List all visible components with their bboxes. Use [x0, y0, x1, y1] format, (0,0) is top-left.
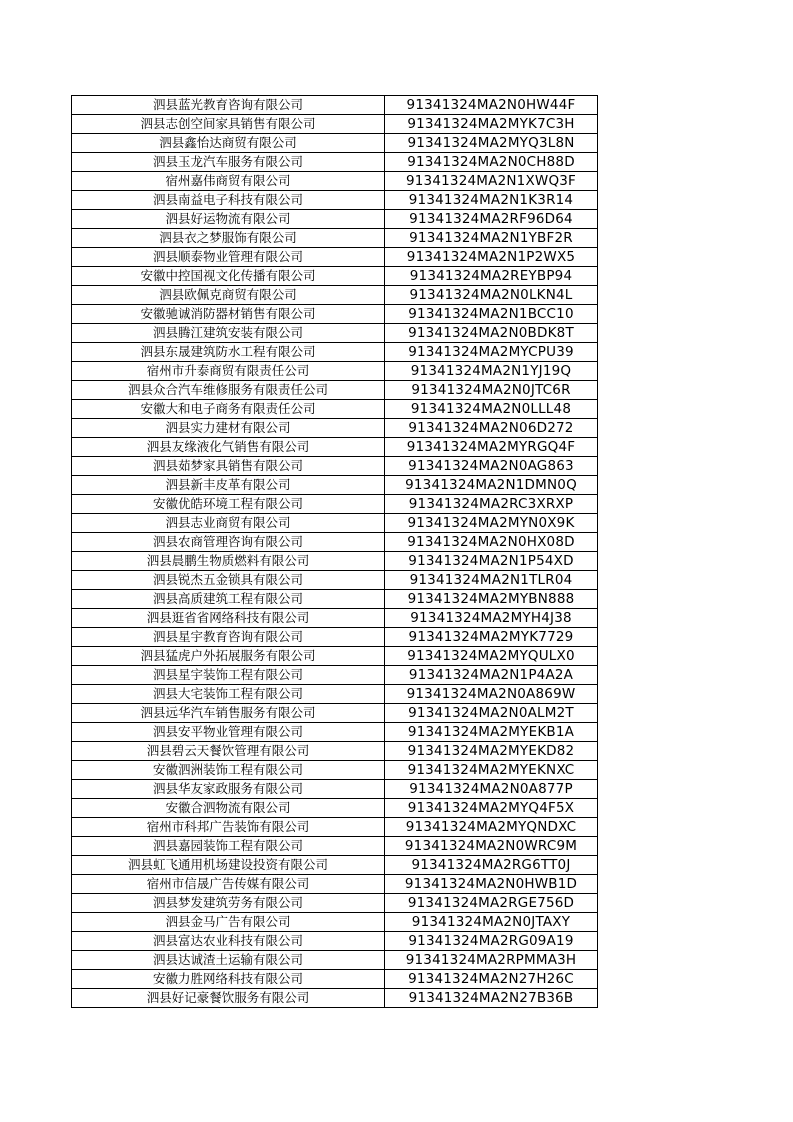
table-row: [72, 134, 598, 153]
company-name-cell: 安徽中控国视文化传播有限公司: [72, 267, 385, 286]
credit-code-cell: 91341324MA2MYK7729: [385, 628, 598, 647]
company-name-cell: 泗县友缘液化气销售有限公司: [72, 438, 385, 457]
table-row: [72, 495, 598, 514]
table-row: [72, 419, 598, 438]
table-row: [72, 723, 598, 742]
table-row: [72, 628, 598, 647]
table-row: [72, 229, 598, 248]
company-name-cell: 泗县农商管理咨询有限公司: [72, 533, 385, 552]
credit-code-cell: 91341324MA2RG09A19: [385, 932, 598, 951]
table-row: [72, 818, 598, 837]
company-name-cell: 宿州市信晟广告传媒有限公司: [72, 875, 385, 894]
credit-code-cell: 91341324MA2N0AG863: [385, 457, 598, 476]
credit-code-cell: 91341324MA2N0CH88D: [385, 153, 598, 172]
credit-code-cell: 91341324MA2N1DMN0Q: [385, 476, 598, 495]
table-row: [72, 761, 598, 780]
table-row: [72, 476, 598, 495]
company-name-cell: 泗县猛虎户外拓展服务有限公司: [72, 647, 385, 666]
table-row: [72, 989, 598, 1008]
table-row: [72, 856, 598, 875]
company-name-cell: 安徽力胜网络科技有限公司: [72, 970, 385, 989]
company-name-cell: 泗县众合汽车维修服务有限责任公司: [72, 381, 385, 400]
company-name-cell: 泗县蓝光教育咨询有限公司: [72, 96, 385, 115]
company-name-cell: 泗县玉龙汽车服务有限公司: [72, 153, 385, 172]
credit-code-cell: 91341324MA2N1YJ19Q: [385, 362, 598, 381]
credit-code-cell: 91341324MA2MYQ3L8N: [385, 134, 598, 153]
credit-code-cell: 91341324MA2MYQULX0: [385, 647, 598, 666]
table-body: [72, 96, 598, 1008]
table-row: [72, 837, 598, 856]
table-row: [72, 191, 598, 210]
credit-code-cell: 91341324MA2N1P54XD: [385, 552, 598, 571]
table-row: [72, 305, 598, 324]
table-row: [72, 932, 598, 951]
credit-code-cell: 91341324MA2N0HWB1D: [385, 875, 598, 894]
table-row: [72, 666, 598, 685]
credit-code-cell: 91341324MA2RPMMA3H: [385, 951, 598, 970]
company-name-cell: 泗县腾江建筑安装有限公司: [72, 324, 385, 343]
company-name-cell: 泗县嘉园装饰工程有限公司: [72, 837, 385, 856]
table-row: [72, 324, 598, 343]
credit-code-cell: 91341324MA2N1K3R14: [385, 191, 598, 210]
credit-code-cell: 91341324MA2N0JTAXY: [385, 913, 598, 932]
company-name-cell: 泗县高质建筑工程有限公司: [72, 590, 385, 609]
credit-code-cell: 91341324MA2N27B36B: [385, 989, 598, 1008]
table-row: [72, 571, 598, 590]
table-row: [72, 552, 598, 571]
table-row: [72, 685, 598, 704]
table-row: [72, 514, 598, 533]
table-row: [72, 913, 598, 932]
credit-code-cell: 91341324MA2N1XWQ3F: [385, 172, 598, 191]
company-name-cell: 泗县大宅装饰工程有限公司: [72, 685, 385, 704]
company-name-cell: 泗县安平物业管理有限公司: [72, 723, 385, 742]
table-row: [72, 780, 598, 799]
company-name-cell: 安徽泗洲装饰工程有限公司: [72, 761, 385, 780]
company-name-cell: 泗县星宇装饰工程有限公司: [72, 666, 385, 685]
table-row: [72, 970, 598, 989]
company-name-cell: 泗县鑫怡达商贸有限公司: [72, 134, 385, 153]
table-row: [72, 438, 598, 457]
table-row: [72, 799, 598, 818]
credit-code-cell: 91341324MA2N06D272: [385, 419, 598, 438]
credit-code-cell: 91341324MA2RG6TT0J: [385, 856, 598, 875]
company-name-cell: 泗县东晟建筑防水工程有限公司: [72, 343, 385, 362]
table-row: [72, 742, 598, 761]
company-name-cell: 安徽大和电子商务有限责任公司: [72, 400, 385, 419]
credit-code-cell: 91341324MA2N0LLL48: [385, 400, 598, 419]
table-row: [72, 875, 598, 894]
company-name-cell: 泗县新丰皮革有限公司: [72, 476, 385, 495]
credit-code-cell: 91341324MA2N0A869W: [385, 685, 598, 704]
company-name-cell: 泗县碧云天餐饮管理有限公司: [72, 742, 385, 761]
company-name-cell: 安徽合泗物流有限公司: [72, 799, 385, 818]
company-name-cell: 泗县逛省省网络科技有限公司: [72, 609, 385, 628]
company-name-cell: 宿州嘉伟商贸有限公司: [72, 172, 385, 191]
company-name-cell: 泗县远华汽车销售服务有限公司: [72, 704, 385, 723]
credit-code-cell: 91341324MA2N0LKN4L: [385, 286, 598, 305]
credit-code-cell: 91341324MA2RGE756D: [385, 894, 598, 913]
credit-code-cell: 91341324MA2N0BDK8T: [385, 324, 598, 343]
table-row: [72, 400, 598, 419]
credit-code-cell: 91341324MA2MYBN888: [385, 590, 598, 609]
company-name-cell: 泗县梦发建筑劳务有限公司: [72, 894, 385, 913]
credit-code-cell: 91341324MA2RC3XRXP: [385, 495, 598, 514]
credit-code-cell: 91341324MA2N1P4A2A: [385, 666, 598, 685]
company-registry-table: [71, 95, 598, 1008]
company-name-cell: 泗县欧佩克商贸有限公司: [72, 286, 385, 305]
credit-code-cell: 91341324MA2MYEKB1A: [385, 723, 598, 742]
company-name-cell: 泗县华友家政服务有限公司: [72, 780, 385, 799]
company-name-cell: 泗县达诚渣土运输有限公司: [72, 951, 385, 970]
table-row: [72, 153, 598, 172]
table-row: [72, 457, 598, 476]
credit-code-cell: 91341324MA2MYEKNXC: [385, 761, 598, 780]
credit-code-cell: 91341324MA2N0WRC9M: [385, 837, 598, 856]
company-name-cell: 泗县茹梦家具销售有限公司: [72, 457, 385, 476]
company-name-cell: 泗县星宇教育咨询有限公司: [72, 628, 385, 647]
company-name-cell: 泗县好记豪餐饮服务有限公司: [72, 989, 385, 1008]
credit-code-cell: 91341324MA2REYBP94: [385, 267, 598, 286]
table-row: [72, 362, 598, 381]
table-row: [72, 533, 598, 552]
credit-code-cell: 91341324MA2N1YBF2R: [385, 229, 598, 248]
credit-code-cell: 91341324MA2MYEKD82: [385, 742, 598, 761]
table-row: [72, 704, 598, 723]
company-name-cell: 泗县志创空间家具销售有限公司: [72, 115, 385, 134]
credit-code-cell: 91341324MA2MYQNDXC: [385, 818, 598, 837]
table-row: [72, 267, 598, 286]
credit-code-cell: 91341324MA2MYH4J38: [385, 609, 598, 628]
credit-code-cell: 91341324MA2N0HW44F: [385, 96, 598, 115]
credit-code-cell: 91341324MA2MYCPU39: [385, 343, 598, 362]
table-row: [72, 951, 598, 970]
company-name-cell: 宿州市科邦广告装饰有限公司: [72, 818, 385, 837]
credit-code-cell: 91341324MA2N0HX08D: [385, 533, 598, 552]
table-row: [72, 248, 598, 267]
company-name-cell: 泗县实力建材有限公司: [72, 419, 385, 438]
table-row: [72, 609, 598, 628]
table-row: [72, 343, 598, 362]
credit-code-cell: 91341324MA2MYK7C3H: [385, 115, 598, 134]
table-row: [72, 115, 598, 134]
table-row: [72, 96, 598, 115]
credit-code-cell: 91341324MA2N0ALM2T: [385, 704, 598, 723]
company-name-cell: 安徽驰诚消防器材销售有限公司: [72, 305, 385, 324]
company-name-cell: 泗县晨鹏生物质燃料有限公司: [72, 552, 385, 571]
table-row: [72, 210, 598, 229]
credit-code-cell: 91341324MA2N0JTC6R: [385, 381, 598, 400]
credit-code-cell: 91341324MA2RF96D64: [385, 210, 598, 229]
table-row: [72, 172, 598, 191]
company-name-cell: 泗县金马广告有限公司: [72, 913, 385, 932]
company-name-cell: 泗县富达农业科技有限公司: [72, 932, 385, 951]
company-name-cell: 泗县虹飞通用机场建设投资有限公司: [72, 856, 385, 875]
credit-code-cell: 91341324MA2N1BCC10: [385, 305, 598, 324]
company-name-cell: 宿州市升泰商贸有限责任公司: [72, 362, 385, 381]
credit-code-cell: 91341324MA2MYQ4F5X: [385, 799, 598, 818]
company-name-cell: 泗县南益电子科技有限公司: [72, 191, 385, 210]
company-name-cell: 泗县锐杰五金锁具有限公司: [72, 571, 385, 590]
credit-code-cell: 91341324MA2MYN0X9K: [385, 514, 598, 533]
credit-code-cell: 91341324MA2N27H26C: [385, 970, 598, 989]
credit-code-cell: 91341324MA2N0A877P: [385, 780, 598, 799]
table-row: [72, 286, 598, 305]
table-row: [72, 590, 598, 609]
company-name-cell: 泗县顺泰物业管理有限公司: [72, 248, 385, 267]
company-name-cell: 泗县志业商贸有限公司: [72, 514, 385, 533]
company-name-cell: 泗县衣之梦服饰有限公司: [72, 229, 385, 248]
credit-code-cell: 91341324MA2MYRGQ4F: [385, 438, 598, 457]
table-row: [72, 647, 598, 666]
table-row: [72, 894, 598, 913]
credit-code-cell: 91341324MA2N1P2WX5: [385, 248, 598, 267]
company-name-cell: 安徽优皓环境工程有限公司: [72, 495, 385, 514]
credit-code-cell: 91341324MA2N1TLR04: [385, 571, 598, 590]
table-row: [72, 381, 598, 400]
company-name-cell: 泗县好运物流有限公司: [72, 210, 385, 229]
